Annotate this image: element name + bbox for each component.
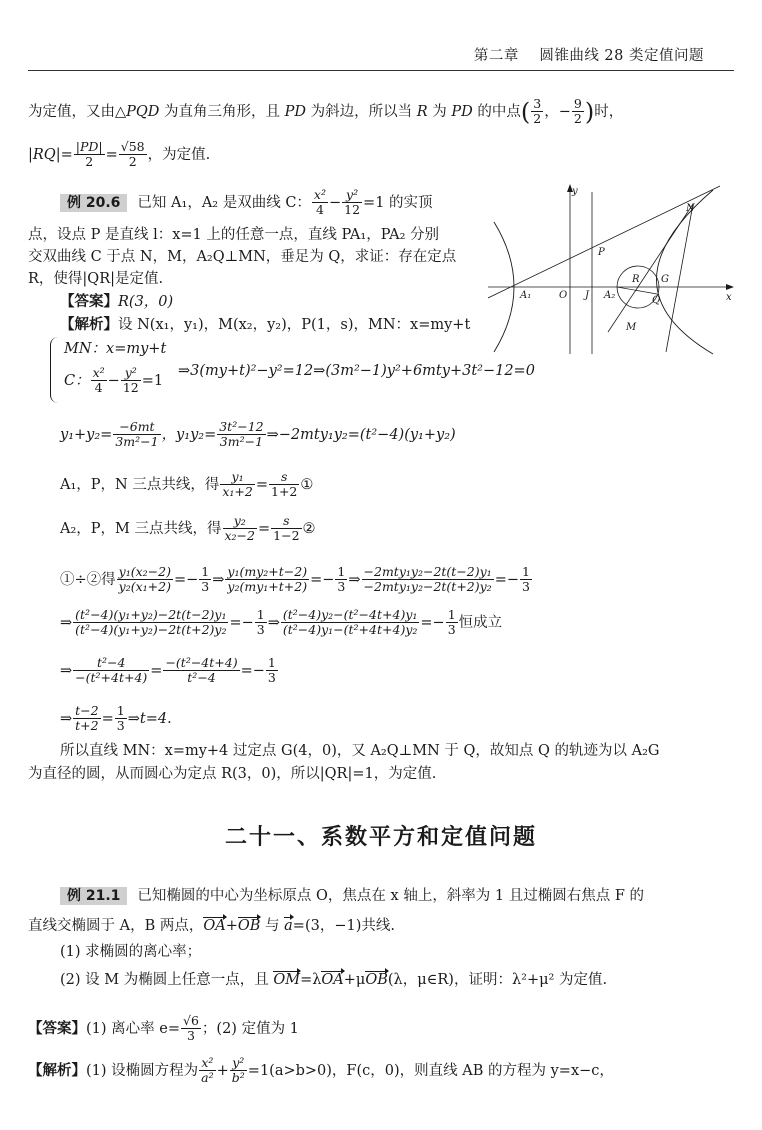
label-y: y [572, 186, 578, 197]
example-20-6-statement-4: R，使得|QR|是定值. [28, 271, 164, 287]
hyperbola-figure [488, 182, 738, 357]
chapter-label: 第二章 [473, 48, 519, 64]
question-2: (2) 设 M 为椭圆上任意一点，且 OM=λOA+μOB(λ，μ∈R)，证明：λ²+μ² 为定值. [60, 972, 608, 988]
system-brace [50, 337, 61, 403]
conclusion-line-1: 所以直线 MN：x=my+4 过定点 G(4，0)，又 A₂Q⊥MN 于 Q，故知点 Q 的轨迹为以 A₂G [60, 743, 660, 759]
conclusion-line-2: 为直径的圆，从而圆心为定点 R(3，0)，所以|QR|=1，为定值. [28, 766, 437, 782]
division-line: ①÷②得 $\frac{\text{y₁(x₂−2)}}{\text{y₂(x₁+2)}}$ =− $\frac{1}{3}$ ⇒ $\frac{\text{y₁(my₂+t−2)}}{\text{y₂(my₁+t+2)}}$ =− $\frac{1}{3}$ ⇒ $\frac{\text{−2mty₁y₂−2t(t−2)y₁}}{\text{−2mty₁y₂−2t(t+2)y₂}}$ =− $\frac{1}{3}$ [60, 564, 530, 595]
label-r: R [632, 274, 640, 285]
collinear-line-1: A₁，P，N 三点共线，得 $\frac{\text{y₁}}{\text{x₁+2}}$ = $\frac{s}{1+2}$ ① [60, 469, 314, 500]
chapter-title: 圆锥曲线 28 类定值问题 [539, 48, 704, 64]
section-title: 二十一、系数平方和定值问题 [224, 825, 537, 850]
label-q: Q [652, 295, 661, 306]
example-20-6-analysis-intro: 【解析】设 N(x₁，y₁)，M(x₂，y₂)，P(1，s)，MN：x=my+t [60, 316, 471, 333]
system-eq-1: MN：x=my+t [64, 341, 167, 357]
substitution-line: ⇒ $\frac{\text{(t²−4)(y₁+y₂)−2t(t−2)y₁}}{\text{(t²−4)(y₁+y₂)−2t(t+2)y₂}}$ =− $\frac{1}{3}$ ⇒ $\frac{\text{(t²−4)y₂−(t²−4t+4)y₁}}{\text{(t²−4)y₁−(t²+4t+4)y₂}}$ =− $\frac{1}{3}$ 恒成立 [60, 607, 503, 638]
collinear-line-2: A₂，P，M 三点共线，得 $\frac{\text{y₂}}{\text{x₂−2}}$ = $\frac{s}{1-2}$ ② [60, 513, 316, 544]
running-header [474, 44, 704, 65]
continuation-line-2: |RQ|= $\frac{|PD|}{2}$ = $\frac{√58}{2}$ ，为定值. [28, 139, 211, 170]
label-j: J [585, 290, 590, 301]
example-20-6-answer: 【答案】R(3，0) [60, 293, 174, 310]
label-m: M [626, 322, 637, 333]
line-pa2 [608, 204, 693, 332]
example-20-6-statement-1: 例 20.6 已知 A₁，A₂ 是双曲线 C： $\frac{\text{x²}}{4}$ − $\frac{\text{y²}}{12}$ =1 的实顶 [60, 188, 433, 218]
x-axis-arrow [726, 284, 734, 290]
header-rule [28, 70, 734, 71]
example-tag: 例 21.1 [60, 887, 127, 905]
line-mn [666, 204, 693, 352]
simplify-line: ⇒ $\frac{\text{t²−4}}{\text{−(t²+4t+4)}}$ = $\frac{\text{−(t²−4t+4)}}{\text{t²−4}}$ =− $\frac{1}{3}$ [60, 655, 276, 686]
label-n: N [686, 203, 695, 214]
system-result: ⇒3(my+t)²−y²=12⇒(3m²−1)y²+6mty+3t²−12=0 [178, 363, 535, 379]
label-g: G [661, 274, 669, 285]
example-tag: 例 20.6 [60, 194, 127, 212]
question-1: (1) 求椭圆的离心率； [60, 944, 202, 960]
solve-line: ⇒ $\frac{t-2}{t+2}$ = $\frac{1}{3}$ ⇒t=4. [60, 703, 172, 734]
label-p: P [598, 247, 605, 258]
label-o: O [559, 290, 568, 301]
vieta-line: y₁+y₂= $\frac{-6mt}{\text{3m²−1}}$ ，y₁y₂= $\frac{\text{3t²−12}}{\text{3m²−1}}$ ⇒−2mty₁y₂=(t²−4)(y₁+y₂) [60, 419, 456, 450]
label-a2: A₂ [604, 290, 616, 301]
label-x: x [726, 292, 732, 303]
right-branch [657, 190, 714, 354]
label-a1: A₁ [520, 290, 532, 301]
example-21-1-answer: 【答案】(1) 离心率 e= $\frac{√6}{3}$ ；(2) 定值为 1 [28, 1013, 299, 1044]
example-20-6-statement-2: 点，设点 P 是直线 l：x=1 上的任意一点，直线 PA₁，PA₂ 分别 [28, 227, 440, 243]
example-21-1-statement-2: 直线交椭圆于 A，B 两点，OA+OB 与 a=(3，−1)共线. [28, 918, 395, 934]
example-21-1-analysis: 【解析】(1) 设椭圆方程为 $\frac{\text{x²}}{\text{a²}}$ + $\frac{\text{y²}}{\text{b²}}$ =1(a>b>0)，F(c，0)，则直线 AB 的方程为 y=x−c， [28, 1055, 614, 1086]
continuation-line-1: 为定值，又由△PQD 为直角三角形，且 PD 为斜边，所以当 R 为 PD 的中点( $\frac{3}{2}$ ，− $\frac{9}{2}$ )时， [28, 96, 624, 127]
system-eq-2: C： $\frac{\text{x²}}{4}$ − $\frac{\text{y²}}{12}$ =1 [64, 365, 164, 396]
example-21-1-statement-1: 例 21.1 已知椭圆的中心为坐标原点 O，焦点在 x 轴上，斜率为 1 且过椭圆右焦点 F 的 [60, 887, 644, 905]
example-20-6-statement-3: 交双曲线 C 于点 N，M，A₂Q⊥MN，垂足为 Q，求证：存在定点 [28, 249, 457, 265]
